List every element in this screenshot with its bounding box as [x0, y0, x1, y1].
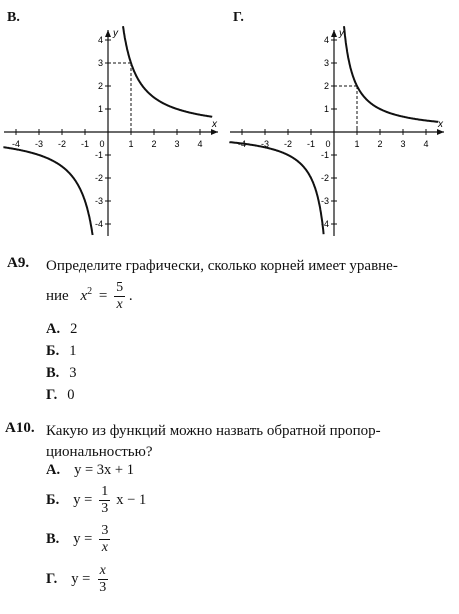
a10-option-g[interactable] [46, 563, 108, 596]
y-axis-arrow [105, 30, 111, 37]
question-a9-prefix: ние [46, 287, 69, 304]
question-a9-line2 [46, 280, 133, 313]
x-tick-label: 1 [128, 139, 134, 149]
question-a9-line1: Определите графически, сколько корней имеет уравне- [46, 258, 398, 274]
option-value: 1 [69, 343, 77, 359]
x-tick-label: 1 [354, 139, 360, 149]
y-tick-label: 1 [97, 104, 103, 114]
a9-option-v[interactable] [46, 364, 77, 382]
a9-option-b[interactable] [46, 342, 76, 360]
equation-lhs: x [80, 287, 88, 304]
y-tick-label: 4 [323, 35, 329, 45]
option-formula: y = 3x + 1 [74, 462, 134, 478]
equation-end: . [128, 287, 133, 304]
option-letter: А. [46, 321, 61, 337]
y-tick-label: -4 [320, 219, 329, 229]
x-axis-label: x [212, 119, 217, 130]
y-tick-label: 1 [323, 104, 329, 114]
option-letter: Б. [46, 492, 60, 509]
option-fraction [97, 563, 108, 596]
equation-fraction [114, 280, 125, 313]
x-tick-label: -3 [34, 139, 44, 149]
question-a10-line1: Какую из функций можно назвать обратной пропор- [46, 423, 381, 439]
a9-option-g[interactable] [46, 386, 74, 404]
option-value: 2 [70, 321, 78, 337]
option-value: 3 [69, 365, 77, 381]
y-tick-label: 2 [97, 81, 103, 91]
y-tick-label: 4 [97, 35, 103, 45]
option-letter: В. [46, 365, 60, 381]
fraction-denominator: 3 [99, 580, 107, 595]
y-tick-label: -1 [320, 150, 329, 160]
fraction-numerator: 5 [116, 280, 124, 295]
y-tick-label: 3 [323, 58, 329, 68]
y-tick-label: 3 [97, 58, 103, 68]
fraction-denominator: x [101, 540, 108, 555]
option-value: 0 [67, 387, 75, 403]
y-tick-label: -2 [94, 173, 103, 183]
graph-g [226, 24, 450, 240]
y-tick-label: -3 [94, 196, 103, 206]
x-axis-label: x [438, 119, 443, 130]
question-a10-number: А10. [5, 420, 35, 436]
question-a10-line2: циональностью? [46, 444, 153, 460]
option-letter: В. [46, 531, 60, 548]
x-tick-label: -2 [283, 139, 293, 149]
a9-option-a[interactable] [46, 320, 77, 338]
x-tick-label: 3 [174, 139, 180, 149]
fraction-numerator: x [99, 563, 106, 578]
option-fraction [99, 523, 110, 556]
option-letter: Б. [46, 343, 60, 359]
fraction-denominator: 3 [101, 501, 109, 516]
fraction-denominator: x [116, 297, 123, 312]
equation-exponent: 2 [87, 285, 93, 297]
option-rest: x − 1 [116, 492, 147, 509]
option-lhs: y = [71, 571, 91, 588]
x-tick-label: 0 [325, 139, 331, 149]
y-axis-label: y [113, 28, 118, 39]
question-a9-number: А9. [7, 255, 30, 271]
x-tick-label: 3 [400, 139, 406, 149]
x-tick-label: -4 [11, 139, 21, 149]
a10-option-a[interactable] [46, 461, 134, 479]
graph-label-v: В. [7, 10, 20, 25]
y-tick-label: -1 [94, 150, 103, 160]
hyperbola-branch-negative [3, 147, 92, 235]
x-tick-label: -4 [237, 139, 247, 149]
graph-v [0, 24, 224, 240]
x-tick-label: -2 [57, 139, 67, 149]
option-fraction [99, 484, 110, 517]
y-axis-label: y [339, 28, 344, 39]
option-letter: А. [46, 462, 61, 478]
x-tick-label: 2 [377, 139, 383, 149]
x-tick-label: 4 [423, 139, 429, 149]
hyperbola-branch-positive [344, 26, 438, 122]
y-tick-label: -2 [320, 173, 329, 183]
a10-option-v[interactable] [46, 523, 110, 556]
y-axis-arrow [331, 30, 337, 37]
x-tick-label: 4 [197, 139, 203, 149]
option-lhs: y = [73, 531, 93, 548]
fraction-numerator: 3 [101, 523, 109, 538]
option-lhs: y = [73, 492, 93, 509]
a10-option-b[interactable] [46, 484, 146, 517]
hyperbola-branch-negative [229, 142, 323, 234]
option-letter: Г. [46, 571, 58, 588]
y-tick-label: 2 [323, 81, 329, 91]
y-tick-label: -3 [320, 196, 329, 206]
hyperbola-branch-positive [123, 26, 212, 117]
y-tick-label: -4 [94, 219, 103, 229]
x-tick-label: -1 [306, 139, 316, 149]
equation-sign: = [98, 287, 108, 304]
graph-label-g: Г. [233, 10, 244, 25]
option-letter: Г. [46, 387, 58, 403]
x-tick-label: 2 [151, 139, 157, 149]
x-tick-label: -3 [260, 139, 270, 149]
x-tick-label: -1 [80, 139, 90, 149]
x-tick-label: 0 [99, 139, 105, 149]
fraction-numerator: 1 [101, 484, 109, 499]
